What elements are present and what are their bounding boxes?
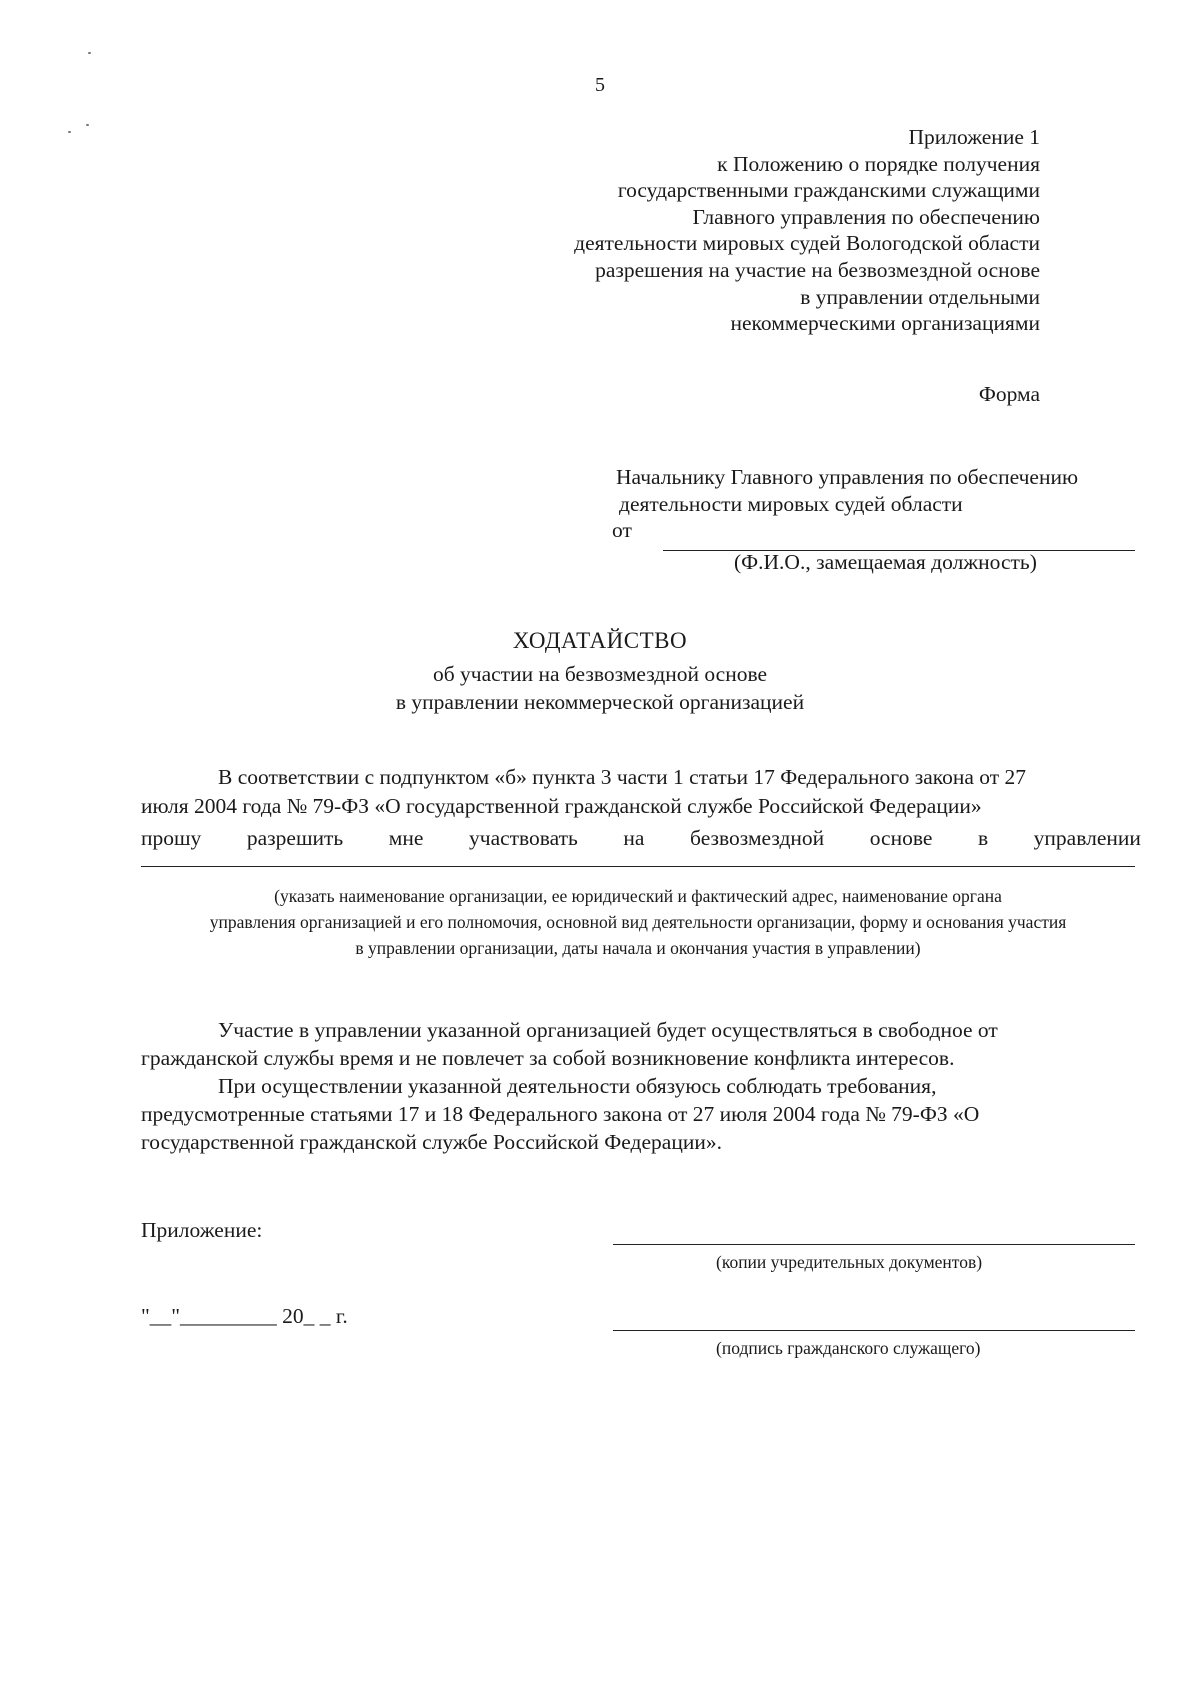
request-word: основе xyxy=(869,826,933,850)
document-title: ХОДАТАЙСТВО xyxy=(512,628,688,653)
request-word: прошу xyxy=(141,826,202,850)
organization-caption: (указать наименование организации, ее юридический и фактический адрес, наименование органа xyxy=(274,886,1002,906)
organization-fill-line[interactable] xyxy=(141,866,1135,867)
request-word: на xyxy=(623,826,645,850)
appendix-line: Приложение 1 xyxy=(908,125,1040,149)
appendix-line: разрешения на участие на безвозмездной основе xyxy=(595,257,1040,282)
appendix-line: к Положению о порядке получения xyxy=(717,151,1040,176)
addressee-line: Начальнику Главного управления по обеспечению xyxy=(616,465,1079,489)
body-line: государственной гражданской службе Российской Федерации». xyxy=(141,1130,722,1154)
body-line: гражданской службы время и не повлечет за собой возникновение конфликта интересов. xyxy=(141,1046,955,1070)
date-field[interactable]: "__"_________ 20_ _ г. xyxy=(141,1304,348,1328)
body-line: предусмотренные статьями 17 и 18 Федерального закона от 27 июля 2004 года № 79-ФЗ «О xyxy=(141,1102,980,1126)
attachments-caption: (копии учредительных документов) xyxy=(716,1252,983,1272)
request-word: разрешить xyxy=(246,826,344,850)
request-word: мне xyxy=(388,826,424,850)
appendix-line: в управлении отдельными xyxy=(800,284,1040,309)
request-word: управлении xyxy=(1033,826,1141,850)
document-subtitle: об участии на безвозмездной основе xyxy=(432,662,768,686)
form-label: Форма xyxy=(978,382,1040,406)
page-number: 5 xyxy=(595,74,605,96)
request-line: В соответствии с подпунктом «б» пункта 3 части 1 статьи 17 Федерального закона от 27 xyxy=(218,765,1027,789)
addressee-block xyxy=(616,464,1078,518)
appendix-header xyxy=(574,124,1040,337)
request-word: участвовать xyxy=(469,826,578,850)
request-line-justified xyxy=(141,826,1141,851)
appendix-line: некоммерческими организациями xyxy=(730,311,1040,336)
request-word: в xyxy=(977,826,989,850)
organization-caption: управления организацией и его полномочия, основной вид деятельности организации, форму и основания участия xyxy=(209,912,1067,932)
signature-fill-line[interactable] xyxy=(613,1330,1135,1331)
appendix-line: Главного управления по обеспечению xyxy=(692,204,1040,229)
attachments-fill-line[interactable] xyxy=(613,1244,1135,1245)
document-subtitle: в управлении некоммерческой организацией xyxy=(395,690,805,714)
signature-caption: (подпись гражданского служащего) xyxy=(716,1338,981,1358)
appendix-line: государственными гражданскими служащими xyxy=(617,178,1040,203)
body-line: При осуществлении указанной деятельности обязуюсь соблюдать требования, xyxy=(218,1074,937,1098)
appendix-line: деятельности мировых судей Вологодской области xyxy=(574,231,1040,256)
request-word: безвозмездной xyxy=(690,826,825,850)
from-caption: (Ф.И.О., замещаемая должность) xyxy=(734,550,1037,574)
addressee-line: деятельности мировых судей области xyxy=(619,492,963,516)
from-label: от xyxy=(612,518,632,542)
organization-caption: в управлении организации, даты начала и окончания участия в управлении) xyxy=(355,938,921,958)
body-line: Участие в управлении указанной организацией будет осуществляться в свободное от xyxy=(218,1018,998,1042)
request-line: июля 2004 года № 79-ФЗ «О государственной гражданской службе Российской Федерации» xyxy=(141,794,982,818)
attachments-label: Приложение: xyxy=(141,1218,263,1242)
